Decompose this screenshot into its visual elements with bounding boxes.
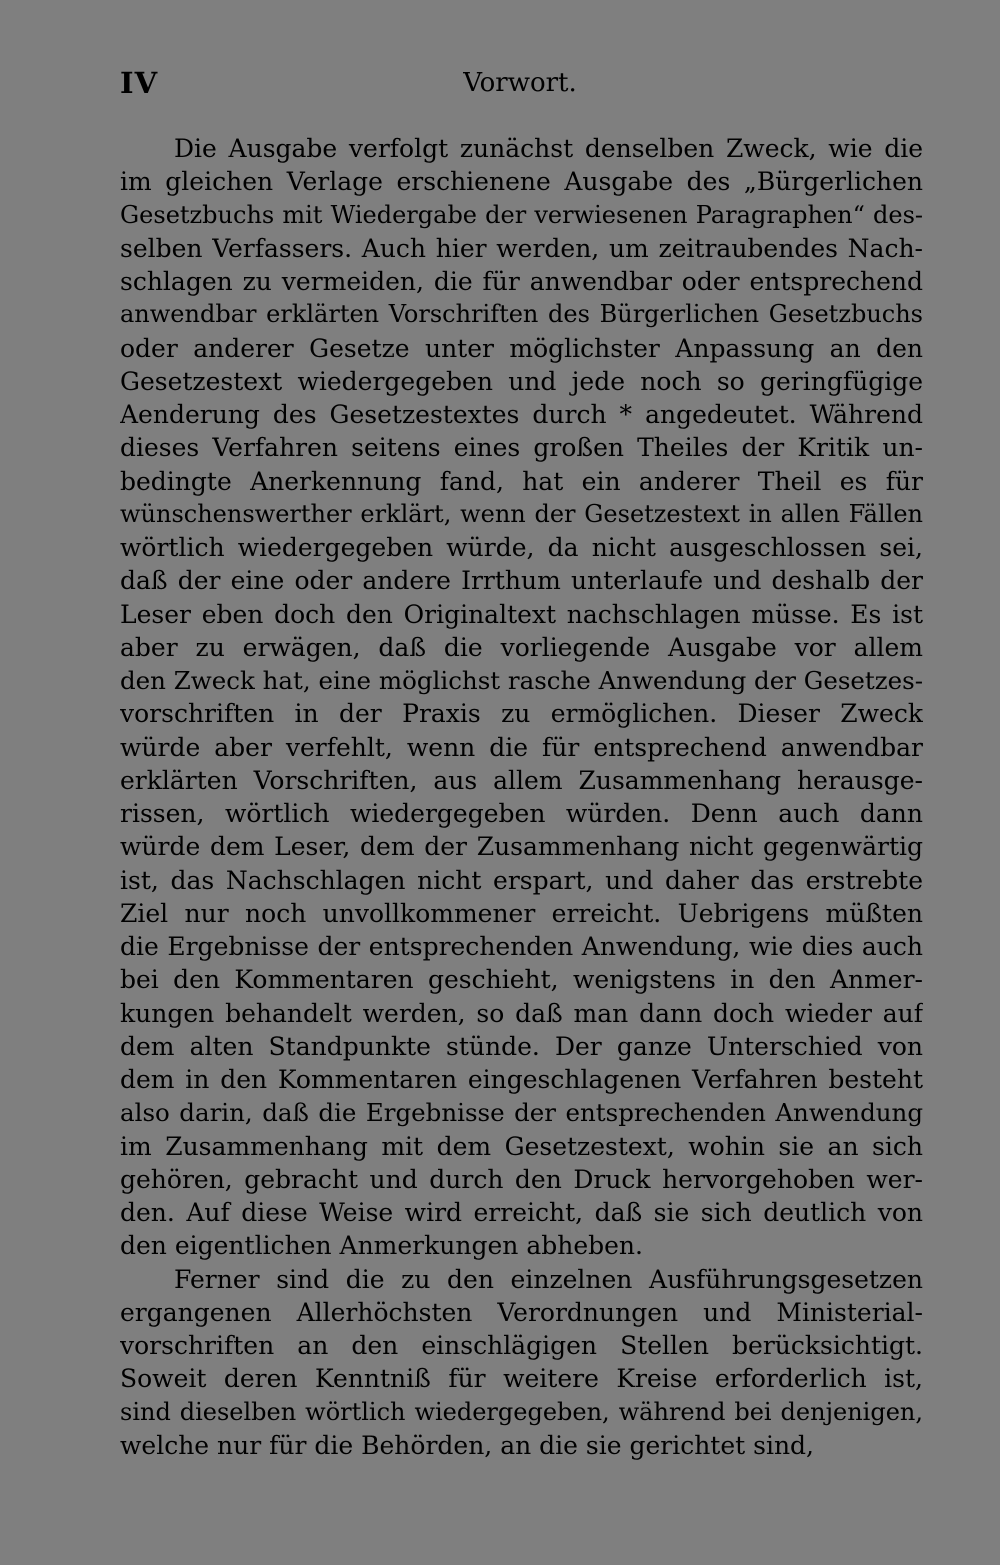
text-line: Ziel nur noch unvollkommener erreicht. Uebrigens müßten — [120, 898, 923, 928]
text-line: Gesetzbuchs mit Wiedergabe der verwiesenen Paragraphen“ des- — [120, 200, 923, 229]
text-line: kungen behandelt werden, so daß man dann doch wieder auf — [120, 998, 923, 1028]
text-line: den eigentlichen Anmerkungen abheben. — [120, 1231, 643, 1261]
page-number: IV — [120, 66, 159, 100]
text-line: schlagen zu vermeiden, die für anwendbar oder entsprechend — [120, 267, 923, 296]
text-line: erklärten Vorschriften, aus allem Zusammenhang herausge- — [120, 765, 923, 795]
text-line: dieses Verfahren seitens eines großen Theiles der Kritik un- — [120, 433, 923, 463]
body-text — [120, 132, 923, 1462]
text-line: vorschriften an den einschlägigen Stellen berücksichtigt. — [120, 1331, 923, 1360]
page-header — [120, 66, 920, 106]
text-line: im Zusammenhang mit dem Gesetzestext, wohin sie an sich — [120, 1131, 923, 1161]
text-line: wörtlich wiedergegeben würde, da nicht ausgeschlossen sei, — [120, 533, 923, 562]
text-line: dem in den Kommentaren eingeschlagenen Verfahren besteht — [120, 1065, 923, 1094]
running-title: Vorwort. — [463, 68, 577, 98]
text-line: also darin, daß die Ergebnisse der entsprechenden Anwendung — [120, 1098, 923, 1128]
text-line: selben Verfassers. Auch hier werden, um zeitraubendes Nach- — [120, 233, 923, 263]
text-line: aber zu erwägen, daß die vorliegende Ausgabe vor allem — [120, 632, 923, 662]
text-line: sind dieselben wörtlich wiedergegeben, während bei denjenigen, — [120, 1397, 923, 1426]
text-line: Leser eben doch den Originaltext nachschlagen müsse. Es ist — [120, 599, 923, 629]
text-line: ergangenen Allerhöchsten Verordnungen und Ministerial- — [120, 1297, 923, 1327]
text-line: Die Ausgabe verfolgt zunächst denselben Zweck, wie die — [174, 134, 923, 163]
paragraph — [120, 132, 923, 1263]
paragraph — [120, 1263, 923, 1463]
text-line: bei den Kommentaren geschieht, wenigstens in den Anmer- — [120, 965, 923, 995]
text-line: ist, das Nachschlagen nicht erspart, und daher das erstrebte — [120, 865, 923, 895]
text-line: oder anderer Gesetze unter möglichster Anpassung an den — [120, 333, 923, 363]
text-line: gehören, gebracht und durch den Druck hervorgehoben wer- — [120, 1164, 923, 1194]
text-line: dem alten Standpunkte stünde. Der ganze Unterschied von — [120, 1031, 923, 1061]
text-line: Gesetzestext wiedergegeben und jede noch so geringfügige — [120, 366, 923, 396]
text-line: die Ergebnisse der entsprechenden Anwendung, wie dies auch — [120, 932, 923, 961]
text-line: vorschriften in der Praxis zu ermöglichen. Dieser Zweck — [120, 699, 923, 729]
text-line: Ferner sind die zu den einzelnen Ausführungsgesetzen — [174, 1264, 923, 1294]
text-line: anwendbar erklärten Vorschriften des Bürgerlichen Gesetzbuchs — [120, 300, 923, 329]
text-line: bedingte Anerkennung fand, hat ein anderer Theil es für — [120, 466, 923, 496]
text-line: daß der eine oder andere Irrthum unterlaufe und deshalb der — [120, 566, 923, 596]
text-line: Aenderung des Gesetzestextes durch * angedeutet. Während — [120, 400, 923, 429]
text-line: den. Auf diese Weise wird erreicht, daß sie sich deutlich von — [120, 1198, 923, 1227]
text-line: wünschenswerther erklärt, wenn der Gesetzestext in allen Fällen — [120, 499, 923, 528]
text-line: welche nur für die Behörden, an die sie gerichtet sind, — [120, 1430, 815, 1460]
text-line: den Zweck hat, eine möglichst rasche Anwendung der Gesetzes- — [120, 666, 923, 695]
text-line: im gleichen Verlage erschienene Ausgabe des „Bürgerlichen — [120, 167, 923, 197]
text-line: Soweit deren Kenntniß für weitere Kreise erforderlich ist, — [120, 1364, 923, 1394]
text-line: würde aber verfehlt, wenn die für entsprechend anwendbar — [120, 732, 923, 762]
text-line: würde dem Leser, dem der Zusammenhang nicht gegenwärtig — [120, 832, 923, 862]
text-line: rissen, wörtlich wiedergegeben würden. Denn auch dann — [120, 799, 923, 828]
